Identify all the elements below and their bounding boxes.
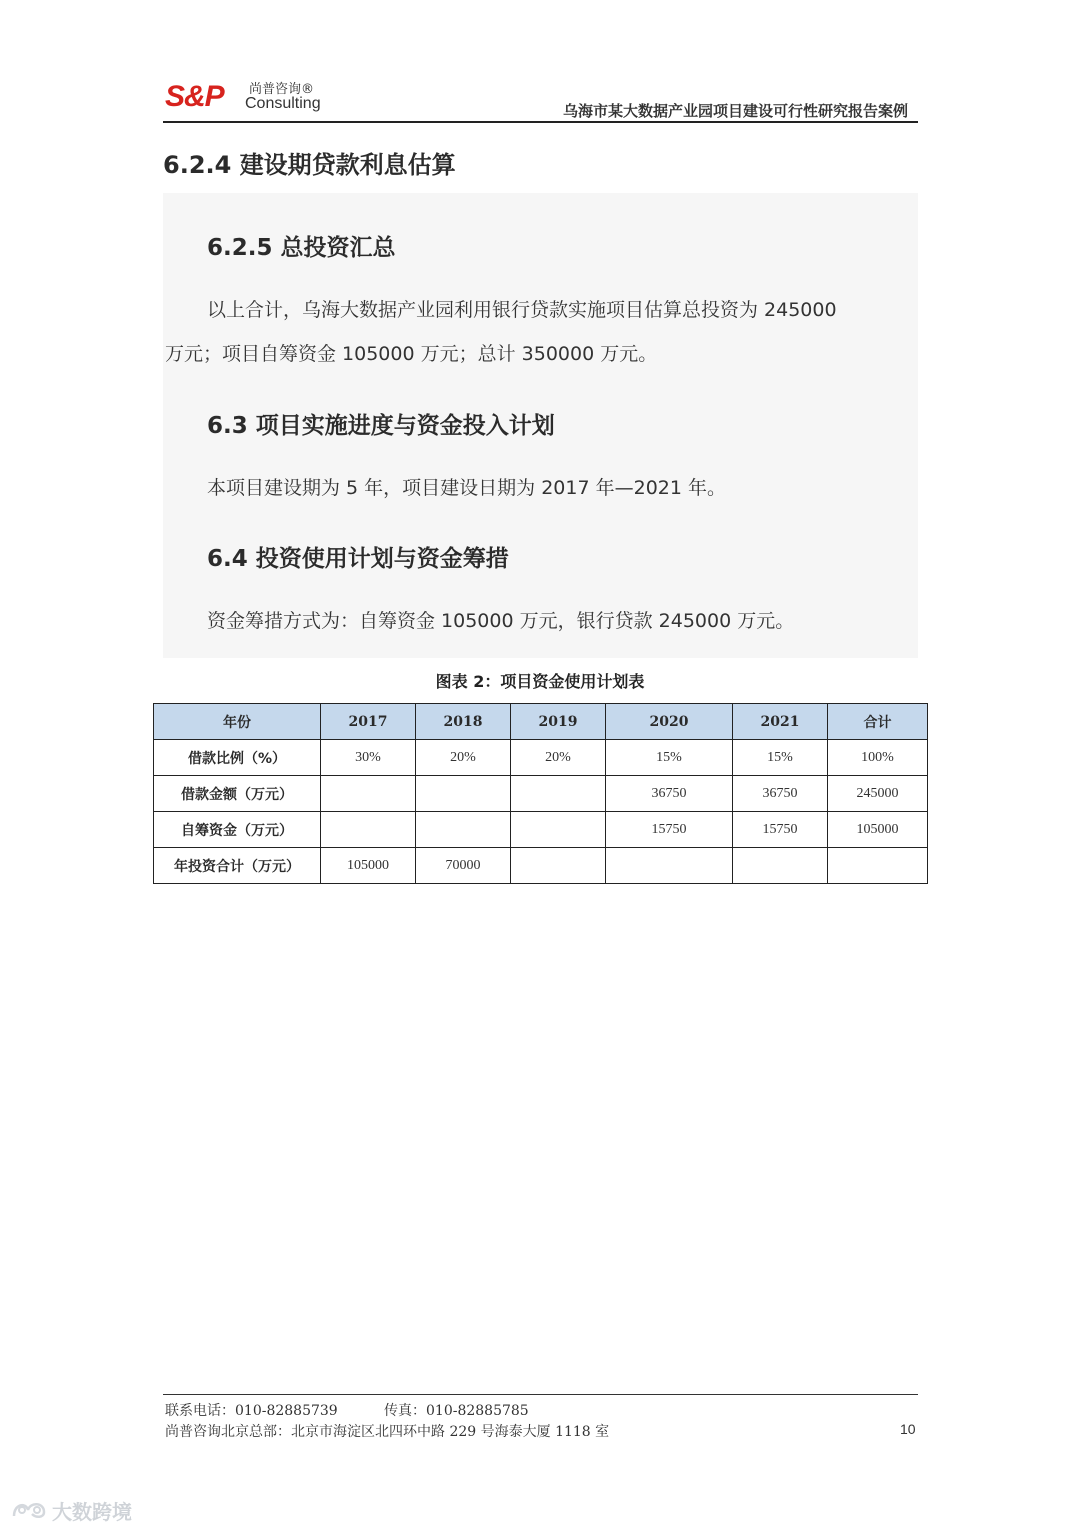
footer-fax: 传真：010-82885785 (384, 1403, 529, 1419)
row-label: 借款金额（万元） (154, 776, 321, 812)
table-cell: 245000 (828, 776, 928, 812)
row-label: 借款比例（%） (154, 740, 321, 776)
paragraph-total-investment-line2: 万元；项目自筹资金 105000 万元；总计 350000 万元。 (165, 343, 658, 365)
report-title: 乌海市某大数据产业园项目建设可行性研究报告案例 (562, 102, 908, 120)
table-header-row (154, 704, 928, 740)
logo-mark: S&P (165, 80, 224, 113)
paragraph-schedule: 本项目建设期为 5 年，项目建设日期为 2017 年—2021 年。 (207, 477, 726, 499)
footer-address: 尚普咨询北京总部：北京市海淀区北四环中路 229 号海泰大厦 1118 室 (165, 1424, 610, 1440)
table-cell: 36750 (606, 776, 733, 812)
paragraph-total-investment-line1: 以上合计，乌海大数据产业园利用银行贷款实施项目估算总投资为 245000 (207, 299, 837, 321)
table-cell: 36750 (733, 776, 828, 812)
table-row (154, 812, 928, 848)
header-divider (163, 121, 918, 123)
table-cell: 105000 (321, 848, 416, 884)
header-cell: 年份 (154, 704, 321, 740)
table-caption: 图表 2：项目资金使用计划表 (435, 672, 645, 691)
table-cell: 15% (733, 740, 828, 776)
table-cell (828, 848, 928, 884)
table-cell (416, 776, 511, 812)
table-cell: 30% (321, 740, 416, 776)
table-row (154, 776, 928, 812)
table-cell (321, 812, 416, 848)
page-number: 10 (900, 1421, 916, 1437)
table-cell: 15750 (733, 812, 828, 848)
table-row (154, 740, 928, 776)
table-cell (511, 848, 606, 884)
company-logo (165, 78, 335, 118)
section-heading-6-2-4: 6.2.4 建设期贷款利息估算 (163, 151, 456, 179)
table-cell (733, 848, 828, 884)
header-cell: 2017 (321, 704, 416, 740)
table-cell (606, 848, 733, 884)
table-cell: 15% (606, 740, 733, 776)
header-cell: 2021 (733, 704, 828, 740)
row-label: 年投资合计（万元） (154, 848, 321, 884)
footer-divider (163, 1394, 918, 1395)
table-cell: 20% (511, 740, 606, 776)
footer-phone: 联系电话：010-82885739 (165, 1403, 338, 1419)
header-cell: 2018 (416, 704, 511, 740)
table-cell (511, 776, 606, 812)
table-cell: 20% (416, 740, 511, 776)
fund-plan-table (153, 703, 928, 884)
table-cell: 105000 (828, 812, 928, 848)
table-row (154, 848, 928, 884)
logo-chinese-name: 尚普咨询® (249, 82, 315, 97)
section-heading-6-2-5: 6.2.5 总投资汇总 (207, 235, 396, 261)
table-cell: 70000 (416, 848, 511, 884)
table-cell (416, 812, 511, 848)
header-cell: 合计 (828, 704, 928, 740)
watermark-text: 大数跨境 (52, 1500, 132, 1524)
watermark (10, 1494, 150, 1524)
section-heading-6-3: 6.3 项目实施进度与资金投入计划 (207, 413, 555, 439)
table-cell: 15750 (606, 812, 733, 848)
table-cell (321, 776, 416, 812)
row-label: 自筹资金（万元） (154, 812, 321, 848)
logo-english-name: Consulting (245, 95, 321, 112)
table-cell: 100% (828, 740, 928, 776)
header-cell: 2020 (606, 704, 733, 740)
paragraph-funding: 资金筹措方式为：自筹资金 105000 万元，银行贷款 245000 万元。 (207, 610, 795, 632)
table-cell (511, 812, 606, 848)
watermark-logo-icon (10, 1498, 50, 1520)
header-cell: 2019 (511, 704, 606, 740)
section-heading-6-4: 6.4 投资使用计划与资金筹措 (207, 546, 509, 572)
